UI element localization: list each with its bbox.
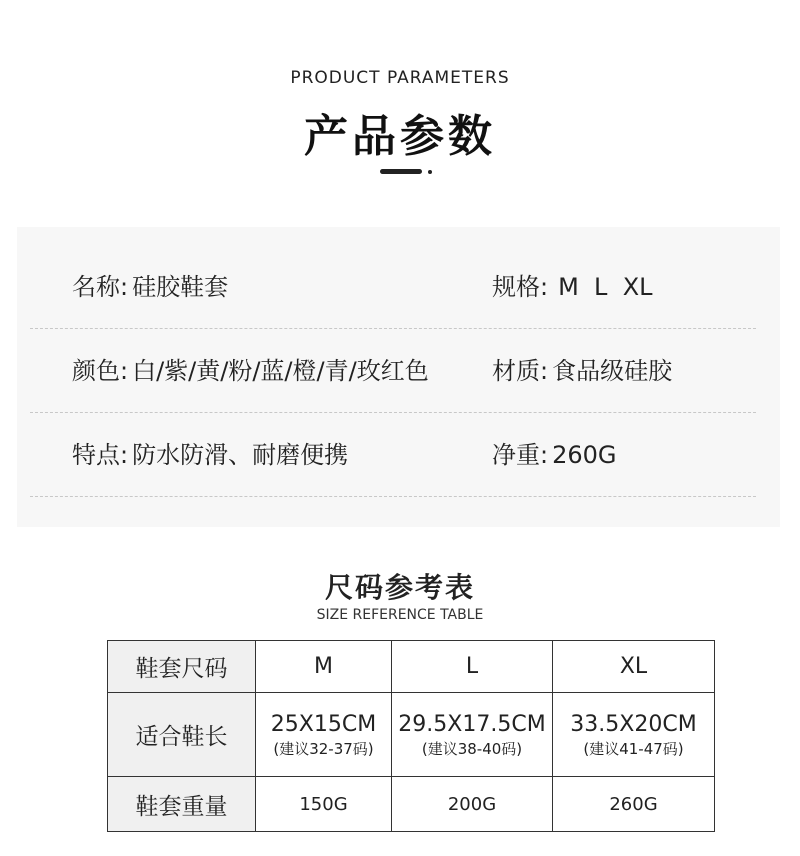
param-color [72,329,429,413]
param-color-label: 颜色: [72,357,129,385]
size-table-title-en: SIZE REFERENCE TABLE [316,607,484,623]
row-divider [30,496,756,497]
suggestion-l: (建议38-40码) [421,739,523,758]
table-row [108,777,715,832]
length-xl: 33.5X20CM [570,711,697,737]
header-divider-bar [380,169,422,174]
length-cell-m [256,693,392,777]
param-row-1 [17,245,780,329]
row-header-size: 鞋套尺码 [108,641,256,693]
param-spec-value: M L XL [558,273,653,301]
size-l: L [392,641,553,693]
header-title-en: PRODUCT PARAMETERS [290,68,510,88]
size-table-title-cn: 尺码参考表 [324,571,475,604]
suggestion-m: (建议32-37码) [273,739,374,758]
param-weight-value: 260G [552,441,617,469]
weight-xl: 260G [553,777,715,832]
param-material-value: 食品级硅胶 [552,357,673,385]
param-name-label: 名称: [72,273,129,301]
weight-m: 150G [256,777,392,832]
param-spec-label: 规格: [492,273,549,301]
row-header-weight: 鞋套重量 [108,777,256,832]
table-row [108,693,715,777]
product-parameters-panel [17,227,780,527]
size-m: M [256,641,392,693]
param-row-3 [17,413,780,497]
param-row-2 [17,329,780,413]
param-weight [492,413,617,497]
param-feature [72,413,348,497]
size-reference-table [107,640,715,832]
length-cell-xl [553,693,715,777]
header-divider-dot [428,170,432,174]
param-color-value: 白/紫/黄/粉/蓝/橙/青/玫红色 [132,357,429,385]
param-feature-value: 防水防滑、耐磨便携 [132,441,349,469]
param-material-label: 材质: [492,357,549,385]
param-feature-label: 特点: [72,441,129,469]
size-xl: XL [553,641,715,693]
length-l: 29.5X17.5CM [398,711,546,737]
param-material [492,329,672,413]
row-header-length: 适合鞋长 [108,693,256,777]
header-title-cn: 产品参数 [304,111,496,162]
length-cell-l [392,693,553,777]
param-name-value: 硅胶鞋套 [132,273,229,301]
suggestion-xl: (建议41-47码) [583,739,684,758]
table-row [108,641,715,693]
param-weight-label: 净重: [492,441,549,469]
param-name [72,245,228,329]
weight-l: 200G [392,777,553,832]
length-m: 25X15CM [270,711,377,737]
param-spec [492,245,653,329]
